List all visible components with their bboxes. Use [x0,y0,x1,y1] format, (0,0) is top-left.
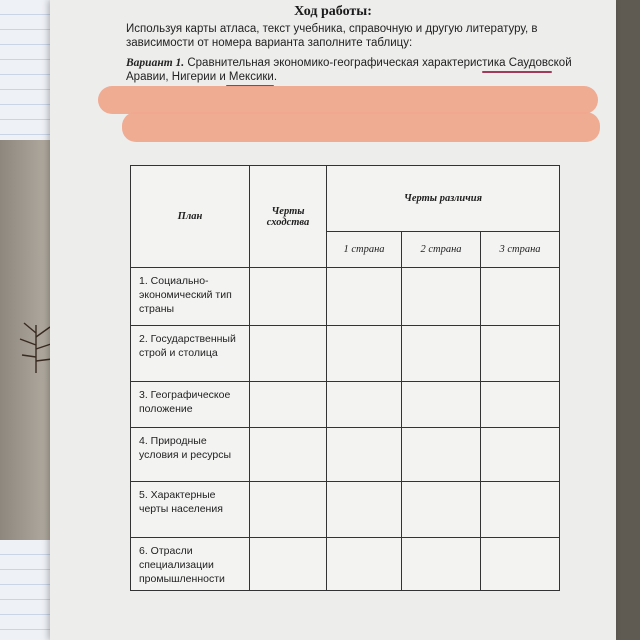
cell-similar[interactable] [250,326,327,382]
cell-country-2[interactable] [402,268,481,326]
cell-country-3[interactable] [481,482,560,538]
cell-country-3[interactable] [481,538,560,591]
table-row [131,428,560,482]
table-row [131,326,560,382]
variant-1-text [126,56,596,84]
cell-country-2[interactable] [402,428,481,482]
cell-country-2[interactable] [402,538,481,591]
cell-similar[interactable] [250,268,327,326]
cell-country-1[interactable] [327,538,402,591]
row-label: 2. Государственный строй и столица [131,326,250,382]
cell-similar[interactable] [250,428,327,482]
table-row [131,538,560,591]
worksheet-page [50,0,616,640]
cell-similar[interactable] [250,482,327,538]
row-label: 3. Географическое положение [131,382,250,428]
cell-country-3[interactable] [481,382,560,428]
cell-country-1[interactable] [327,382,402,428]
table-row [131,268,560,326]
row-label: 4. Природные условия и ресурсы [131,428,250,482]
header-country-3: 3 страна [481,232,560,268]
header-country-2: 2 страна [402,232,481,268]
cell-country-3[interactable] [481,326,560,382]
cell-country-1[interactable] [327,482,402,538]
cell-similar[interactable] [250,382,327,428]
underline-saudi [482,71,552,73]
table-row [131,382,560,428]
cell-country-1[interactable] [327,268,402,326]
row-label: 6. Отрасли специализации промышленности [131,538,250,591]
redaction-bar-1 [98,86,598,114]
cell-similar[interactable] [250,538,327,591]
comparison-table [130,165,560,591]
header-country-1: 1 страна [327,232,402,268]
cell-country-3[interactable] [481,268,560,326]
variant-label: Вариант 1. [126,57,185,69]
header-plan: План [131,166,250,268]
header-differences: Черты различия [327,166,560,232]
instructions-text: Используя карты атласа, текст учебника, справочную и другую литературу, в зависимости от номера варианта заполните таблицу: [126,23,538,49]
cell-country-2[interactable] [402,382,481,428]
redaction-bar-2 [122,112,600,142]
page-title: Ход работы: [294,4,372,19]
row-label: 5. Характерные черты населения [131,482,250,538]
cell-country-1[interactable] [327,326,402,382]
cell-country-2[interactable] [402,482,481,538]
header-similarities: Черты сходства [250,166,327,268]
cell-country-3[interactable] [481,428,560,482]
table-row [131,482,560,538]
variant-description: Сравнительная экономико-географическая характеристика Саудовской Аравии, Нигерии и Мексики. [126,57,572,83]
cell-country-1[interactable] [327,428,402,482]
cell-country-2[interactable] [402,326,481,382]
row-label: 1. Социально-экономический тип страны [131,268,250,326]
